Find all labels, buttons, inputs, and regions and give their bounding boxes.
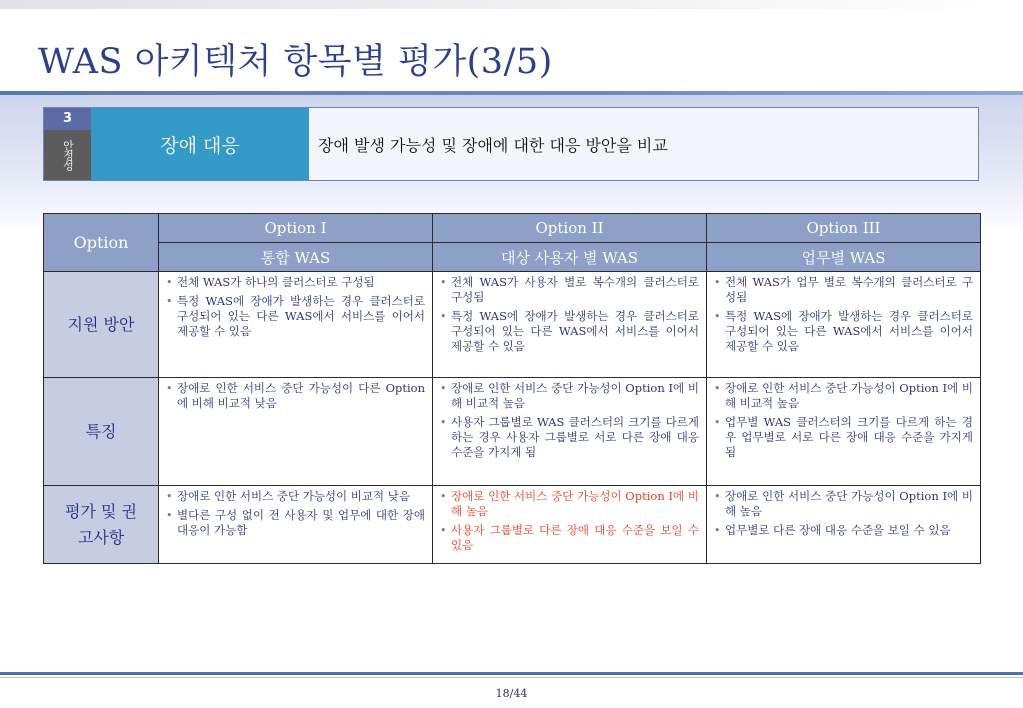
category-side-text: 안정성 [61, 140, 75, 170]
bullet-item: • 전체 WAS가 사용자 별로 복수개의 클러스터로 구성됨 [440, 275, 699, 305]
bullet-list [166, 275, 425, 339]
option-name: 대상 사용자 별 WAS [433, 243, 707, 272]
table-cell [707, 378, 981, 486]
bullet-item: • 전체 WAS가 업무 별로 복수개의 클러스터로 구성됨 [714, 275, 973, 305]
bullet-item: • 장애로 인한 서비스 중단 가능성이 Option I에 비해 높음 [714, 489, 973, 519]
bullet-list [714, 275, 973, 354]
bullet-item: • 전체 WAS가 하나의 클러스터로 구성됨 [166, 275, 425, 290]
evaluation-table [43, 213, 981, 564]
bullet-item: • 사용자 그룹별로 WAS 클러스터의 크기를 다르게 하는 경우 사용자 그룹별로 서로 다른 장애 대응 수준을 가지게 됨 [440, 415, 699, 460]
bullet-list [440, 381, 699, 460]
option-name-row [44, 243, 981, 272]
table-cell [707, 486, 981, 564]
table-row [44, 486, 981, 564]
option-label: Option III [707, 214, 981, 243]
category-number: 3 [44, 108, 91, 130]
bullet-item: • 장애로 인한 서비스 중단 가능성이 Option I에 비해 비교적 높음 [714, 381, 973, 411]
bullet-item: • 특정 WAS에 장애가 발생하는 경우 클러스터로 구성되어 있는 다른 WAS에서 서비스를 이어서 제공할 수 있음 [440, 309, 699, 354]
page-number: 18/44 [495, 687, 528, 700]
bullet-item: • 장애로 인한 서비스 중단 가능성이 다른 Option에 비해 비교적 낮음 [166, 381, 425, 411]
table-row [44, 378, 981, 486]
table-cell [159, 486, 433, 564]
bullet-list [166, 489, 425, 538]
table-cell [159, 378, 433, 486]
table-row [44, 272, 981, 378]
slide-title: WAS 아키텍처 항목별 평가(3/5) [38, 42, 553, 82]
category-header [43, 107, 979, 181]
footer-divider-thin [0, 677, 1023, 678]
bullet-item: • 특정 WAS에 장애가 발생하는 경우 클러스터로 구성되어 있는 다른 WAS에서 서비스를 이어서 제공할 수 있음 [714, 309, 973, 354]
category-side-label [44, 130, 91, 180]
table-cell [159, 272, 433, 378]
bullet-list [714, 381, 973, 460]
category-description: 장애 발생 가능성 및 장애에 대한 대응 방안을 비교 [318, 135, 668, 155]
option-column-header: Option [44, 214, 159, 272]
option-label: Option I [159, 214, 433, 243]
footer-divider [0, 672, 1023, 675]
bullet-item: • 장애로 인한 서비스 중단 가능성이 Option I에 비해 높음 [440, 489, 699, 519]
option-name: 업무별 WAS [707, 243, 981, 272]
bullet-item: • 업무별 WAS 클러스터의 크기를 다르게 하는 경우 업무별로 서로 다른 장애 대응 수준을 가지게 됨 [714, 415, 973, 460]
option-label: Option II [433, 214, 707, 243]
row-header: 특징 [44, 378, 159, 486]
bullet-list [166, 381, 425, 411]
bullet-item: • 장애로 인한 서비스 중단 가능성이 Option I에 비해 비교적 높음 [440, 381, 699, 411]
table-cell [433, 272, 707, 378]
bullet-list [440, 489, 699, 553]
option-name: 통합 WAS [159, 243, 433, 272]
row-header: 지원 방안 [44, 272, 159, 378]
bullet-list [714, 489, 973, 538]
bullet-item: • 장애로 인한 서비스 중단 가능성이 비교적 낮음 [166, 489, 425, 504]
category-name: 장애 대응 [91, 108, 309, 180]
bullet-item: • 특정 WAS에 장애가 발생하는 경우 클러스터로 구성되어 있는 다른 WAS에서 서비스를 이어서 제공할 수 있음 [166, 294, 425, 339]
bullet-item: • 사용자 그룹별로 다른 장애 대응 수준을 보일 수 있음 [440, 523, 699, 553]
top-strip [0, 0, 1023, 9]
table-cell [707, 272, 981, 378]
row-header: 평가 및 권고사항 [44, 486, 159, 564]
table-cell [433, 378, 707, 486]
table-cell [433, 486, 707, 564]
bullet-list [440, 275, 699, 354]
bullet-item: • 업무별로 다른 장애 대응 수준을 보일 수 있음 [714, 523, 973, 538]
bullet-item: • 별다른 구성 없이 전 사용자 및 업무에 대한 장애 대응이 가능함 [166, 508, 425, 538]
option-label-row [44, 214, 981, 243]
